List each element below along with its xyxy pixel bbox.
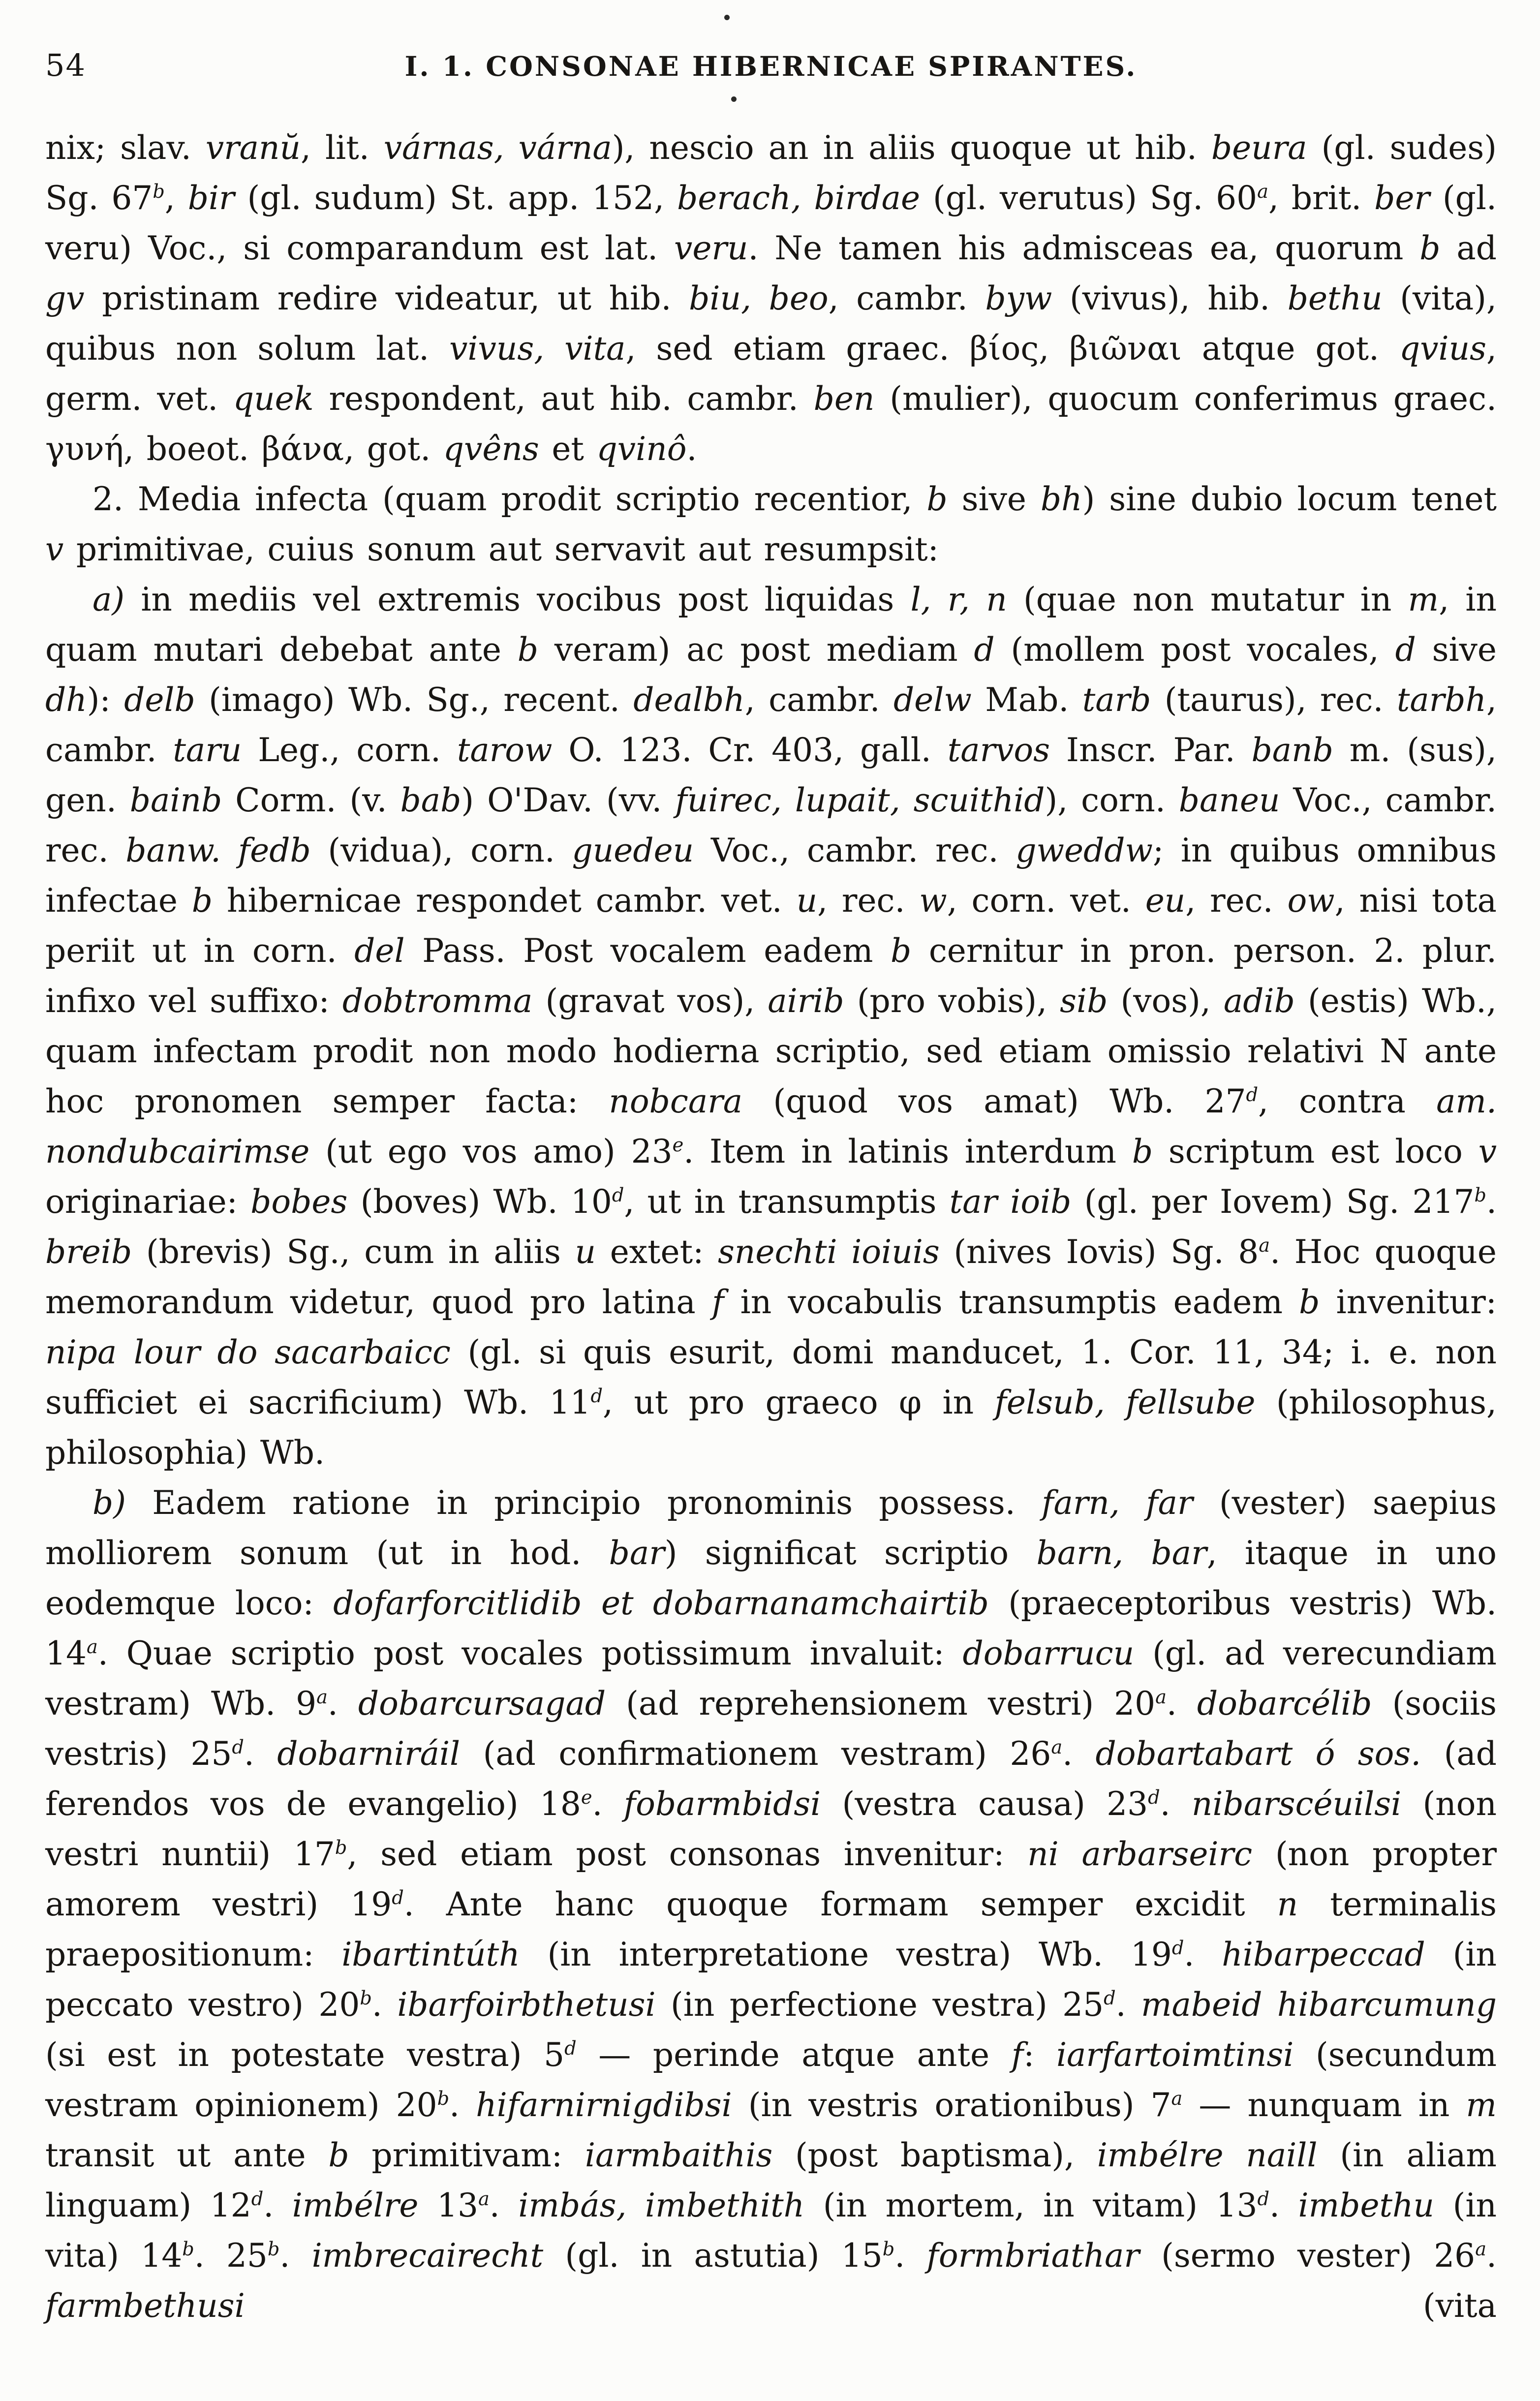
cited-form: qvinô bbox=[596, 430, 687, 468]
cited-form: fobarmbidsi bbox=[623, 1785, 821, 1823]
cited-form: am. nondubcairimse bbox=[45, 1082, 1497, 1170]
cited-form: f bbox=[1011, 2036, 1024, 2074]
cited-form: b bbox=[926, 480, 948, 518]
cited-form: qvêns bbox=[443, 430, 539, 468]
cited-form: b bbox=[891, 932, 912, 970]
cited-form: banb bbox=[1251, 731, 1333, 769]
cited-form: berach, birdae bbox=[677, 179, 921, 217]
citation-superscript: b bbox=[1474, 1184, 1487, 1206]
cited-form: bab bbox=[400, 781, 462, 819]
cited-form: nobcara bbox=[609, 1082, 743, 1120]
citation-superscript: b bbox=[360, 1987, 372, 2009]
citation-superscript: d bbox=[392, 1887, 404, 1909]
citation-superscript: e bbox=[672, 1134, 684, 1156]
cited-form: dobarcursagad bbox=[358, 1685, 606, 1723]
cited-form: ow bbox=[1287, 882, 1335, 920]
cited-form: qvius bbox=[1399, 330, 1487, 368]
cited-form: mabeid hibarcumung bbox=[1140, 1986, 1497, 2024]
cited-form: b bbox=[328, 2136, 349, 2174]
cited-form: imbrecairecht bbox=[311, 2237, 544, 2275]
cited-form: ni arbarseirc bbox=[1027, 1835, 1253, 1873]
cited-form: bar bbox=[609, 1534, 665, 1572]
citation-superscript: a bbox=[1171, 2088, 1183, 2110]
cited-form: ibarfoirbthetusi bbox=[397, 1986, 656, 2024]
cited-form: gv bbox=[45, 279, 85, 317]
cited-form: beura bbox=[1211, 129, 1307, 167]
cited-form: dobarniráil bbox=[277, 1735, 461, 1773]
citation-superscript: a bbox=[1257, 181, 1268, 203]
cited-form: v bbox=[1478, 1133, 1497, 1170]
citation-superscript: a bbox=[1051, 1736, 1063, 1758]
running-title: I. 1. CONSONAE HIBERNICAE SPIRANTES. bbox=[404, 50, 1138, 82]
citation-superscript: b bbox=[437, 2088, 450, 2110]
cited-form: byw bbox=[985, 279, 1052, 317]
cited-form: baneu bbox=[1178, 781, 1280, 819]
cited-form: ber bbox=[1374, 179, 1430, 217]
cited-form: ben bbox=[813, 380, 875, 418]
cited-form: eu bbox=[1145, 882, 1186, 920]
citation-superscript: b bbox=[182, 2238, 194, 2260]
cited-form: b) bbox=[92, 1484, 126, 1522]
cited-form: dobarcélib bbox=[1197, 1685, 1372, 1723]
cited-form: bainb bbox=[129, 781, 222, 819]
cited-form: imbélre naill bbox=[1097, 2136, 1318, 2174]
cited-form: b bbox=[517, 631, 539, 669]
cited-form: hifarnirnigdibsi bbox=[476, 2086, 732, 2124]
cited-form: dofarforcitlidib et dobarnanamchairtib bbox=[333, 1584, 989, 1622]
cited-form: fuirec, lupait, scuithid bbox=[675, 781, 1045, 819]
cited-form: felsub, fellsube bbox=[994, 1384, 1256, 1421]
citation-superscript: b bbox=[267, 2238, 280, 2260]
citation-superscript: d bbox=[232, 1736, 244, 1758]
cited-form: dealbh bbox=[633, 681, 745, 719]
cited-form: bobes bbox=[250, 1183, 348, 1221]
citation-superscript: e bbox=[581, 1786, 592, 1809]
cited-form: n bbox=[1277, 1885, 1298, 1923]
cited-form: biu, beo bbox=[689, 279, 829, 317]
citation-superscript: a bbox=[86, 1636, 98, 1658]
cited-form: nipa lour do sacarbaicc bbox=[45, 1333, 451, 1371]
citation-superscript: d bbox=[1257, 2188, 1269, 2210]
cited-form: w bbox=[919, 882, 947, 920]
cited-form: d bbox=[974, 631, 995, 669]
cited-form: vivus, vita bbox=[449, 330, 626, 368]
cited-form: farn, far bbox=[1042, 1484, 1193, 1522]
citation-superscript: d bbox=[612, 1184, 624, 1206]
cited-form: dobarrucu bbox=[962, 1634, 1135, 1672]
cited-form: u bbox=[796, 882, 818, 920]
cited-form: delw bbox=[893, 681, 972, 719]
cited-form: adib bbox=[1223, 982, 1295, 1020]
cited-form: taru bbox=[173, 731, 242, 769]
cited-form: dh bbox=[45, 681, 87, 719]
text-body bbox=[45, 123, 1497, 2331]
cited-form: guedeu bbox=[572, 831, 694, 869]
cited-form: veru bbox=[674, 229, 748, 267]
cited-form: sib bbox=[1060, 982, 1108, 1020]
cited-form: airib bbox=[768, 982, 844, 1020]
cited-form: banw. bbox=[125, 831, 221, 869]
cited-form: vranŭ bbox=[205, 129, 301, 167]
cited-form: imbethu bbox=[1298, 2186, 1435, 2224]
cited-form: formbriathar bbox=[926, 2237, 1140, 2275]
page-number: 54 bbox=[45, 47, 86, 83]
citation-superscript: d bbox=[1104, 1987, 1116, 2009]
paragraph: 2. Media infecta (quam prodit scriptio recentior, b sive bh) sine dubio locum tenet v primitivae, cuius sonum aut servavit aut resumpsit: bbox=[45, 480, 1497, 568]
cited-form: breib bbox=[45, 1233, 132, 1271]
cited-form: imbélre bbox=[292, 2186, 419, 2224]
cited-form: tarb bbox=[1082, 681, 1151, 719]
citation-superscript: d bbox=[1148, 1786, 1160, 1809]
cited-form: d bbox=[1395, 631, 1416, 669]
cited-form: fedb bbox=[238, 831, 311, 869]
cited-form: várnas, várna bbox=[383, 129, 612, 167]
citation-superscript: d bbox=[1246, 1084, 1258, 1106]
citation-superscript: d bbox=[1171, 1937, 1184, 1959]
cited-form: b bbox=[191, 882, 213, 920]
citation-superscript: a bbox=[316, 1686, 328, 1708]
cited-form: snechti ioiuis bbox=[718, 1233, 940, 1271]
cited-form: a) bbox=[92, 581, 125, 618]
cited-form: b bbox=[1299, 1283, 1320, 1321]
cited-form: gweddw bbox=[1016, 831, 1153, 869]
citation-superscript: d bbox=[590, 1385, 603, 1407]
cited-form: nibarscéuilsi bbox=[1191, 1785, 1402, 1823]
citation-superscript: a bbox=[478, 2188, 490, 2210]
citation-superscript: a bbox=[1155, 1686, 1167, 1708]
cited-form: bir bbox=[187, 179, 235, 217]
cited-form: imbás, imbethith bbox=[518, 2186, 805, 2224]
citation-superscript: b bbox=[335, 1837, 347, 1859]
cited-form: tarow bbox=[457, 731, 553, 769]
paragraph: nix; slav. vranŭ, lit. várnas, várna), nescio an in aliis quoque ut hib. beura (gl. sudes) Sg. 67$^b$, bir (gl. sudum) St. app. 152, berach, birdae (gl. verutus) Sg. 60$^a$, brit. ber (gl. veru) Voc., si comparandum est lat. veru. Ne tamen his admisceas ea, quorum b ad gv pristinam redire videatur, ut hib. biu, beo, cambr. byw (vivus), hib. bethu (vita), quibus non solum lat. vivus, vita, sed etiam graec. βίος, βιῶναι atque got. qvius, germ. vet. quek respondent, aut hib. cambr. ben (mulier), quocum conferimus graec. γυνή, boeot. βάνα, got. qvêns et qvinô. bbox=[45, 129, 1497, 468]
cited-form: tarbh bbox=[1396, 681, 1487, 719]
citation-superscript: a bbox=[1259, 1234, 1270, 1257]
cited-form: u bbox=[575, 1233, 596, 1271]
cited-form: del bbox=[354, 932, 405, 970]
cited-form: iarfartoimtinsi bbox=[1056, 2036, 1294, 2074]
cited-form: dobartabart ó sos. bbox=[1095, 1735, 1421, 1773]
cited-form: farmbethusi bbox=[45, 2287, 245, 2325]
cited-form: f bbox=[711, 1283, 724, 1321]
cited-form: delb bbox=[124, 681, 195, 719]
cited-form: barn, bar bbox=[1036, 1534, 1207, 1572]
cited-form: bethu bbox=[1287, 279, 1383, 317]
cited-form: b bbox=[1132, 1133, 1153, 1170]
cited-form: m bbox=[1408, 581, 1439, 618]
citation-superscript: a bbox=[1475, 2238, 1487, 2260]
cited-form: m bbox=[1466, 2086, 1497, 2124]
cited-form: l, r, n bbox=[910, 581, 1007, 618]
cited-form: quek bbox=[233, 380, 314, 418]
cited-form: bh bbox=[1040, 480, 1082, 518]
cited-form: tarvos bbox=[947, 731, 1050, 769]
citation-superscript: b bbox=[153, 181, 165, 203]
cited-form: dobtromma bbox=[342, 982, 533, 1020]
citation-superscript: b bbox=[882, 2238, 895, 2260]
paragraph: b) Eadem ratione in principio pronominis possess. farn, far (vester) saepius molliorem sonum (ut in hod. bar) significat scriptio barn, bar, itaque in uno eodemque loco: dofarforcitlidib et dobarnanamchairtib (praeceptoribus vestris) Wb. 14$^a$. Quae scriptio post vocales potissimum invaluit: dobarrucu (gl. ad verecundiam vestram) Wb. 9$^a$. dobarcursagad (ad reprehensionem vestri) 20$^a$. dobarcélib (sociis vestris) 25$^d$. dobarniráil (ad confirmationem vestram) 26$^a$. dobartabart ó sos. (ad ferendos vos de evangelio) 18e. fobarmbidsi (vestra causa) 23$^d$. nibarscéuilsi (non vestri nuntii) 17$^b$, sed etiam post consonas invenitur: ni arbarseirc (non propter amorem vestri) 19$^d$. Ante hanc quoque formam semper excidit n terminalis praepositionum: ibartintúth (in interpretatione vestra) Wb. 19$^d$. hibarpeccad (in peccato vestro) 20$^b$. ibarfoirbthetusi (in perfectione vestra) 25$^d$. mabeid hibarcumung (si est in potestate vestra) 5$^d$ — perinde atque ante f: iarfartoimtinsi (secundum vestram opinionem) 20$^b$. hifarnirnigdibsi (in vestris orationibus) 7$^a$ — nunquam in m transit ut ante b primitivam: iarmbaithis (post baptisma), imbélre naill (in aliam linguam) 12$^d$. imbélre 13$^a$. imbás, imbethith (in mortem, in vitam) 13$^d$. imbethu (in vita) 14$^b$. 25$^b$. imbrecairecht (gl. in astutia) 15$^b$. formbriathar (sermo vester) 26$^a$. farmbethusi (vita bbox=[45, 1484, 1497, 2325]
scan-speck bbox=[731, 96, 737, 102]
citation-superscript: d bbox=[251, 2188, 264, 2210]
citation-superscript: d bbox=[564, 2037, 577, 2060]
cited-form: tar ioib bbox=[949, 1183, 1072, 1221]
cited-form: iarmbaithis bbox=[585, 2136, 773, 2174]
cited-form: v bbox=[45, 530, 64, 568]
cited-form: ibartintúth bbox=[341, 1936, 520, 1973]
cited-form: b bbox=[1419, 229, 1441, 267]
page-header bbox=[45, 43, 1497, 85]
scan-speck bbox=[724, 15, 730, 20]
paragraph: a) in mediis vel extremis vocibus post liquidas l, r, n (quae non mutatur in m, in quam mutari debebat ante b veram) ac post mediam d (mollem post vocales, d sive dh): delb (imago) Wb. Sg., recent. dealbh, cambr. delw Mab. tarb (taurus), rec. tarbh, cambr. taru Leg., corn. tarow O. 123. Cr. 403, gall. tarvos Inscr. Par. banb m. (sus), gen. bainb Corm. (v. bab) O'Dav. (vv. fuirec, lupait, scuithid), corn. baneu Voc., cambr. rec. banw. fedb (vidua), corn. guedeu Voc., cambr. rec. gweddw; in quibus omnibus infectae b hibernicae respondet cambr. vet. u, rec. w, corn. vet. eu, rec. ow, nisi tota periit ut in corn. del Pass. Post vocalem eadem b cernitur in pron. person. 2. plur. infixo vel suffixo: dobtromma (gravat vos), airib (pro vobis), sib (vos), adib (estis) Wb., quam infectam prodit non modo hodierna scriptio, sed etiam omissio relativi N ante hoc pronomen semper facta: nobcara (quod vos amat) Wb. 27$^d$, contra am. nondubcairimse (ut ego vos amo) 23e. Item in latinis interdum b scriptum est loco v originariae: bobes (boves) Wb. 10$^d$, ut in transumptis tar ioib (gl. per Iovem) Sg. 217$^b$. breib (brevis) Sg., cum in aliis u extet: snechti ioiuis (nives Iovis) Sg. 8$^a$. Hoc quoque memorandum videtur, quod pro latina f in vocabulis transumptis eadem b invenitur: nipa lour do sacarbaicc (gl. si quis esurit, domi manducet, 1. Cor. 11, 34; i. e. non sufficiet ei sacrificium) Wb. 11$^d$, ut pro graeco φ in felsub, fellsube (philosophus, philosophia) Wb. bbox=[45, 581, 1497, 1472]
cited-form: hibarpeccad bbox=[1222, 1936, 1425, 1973]
